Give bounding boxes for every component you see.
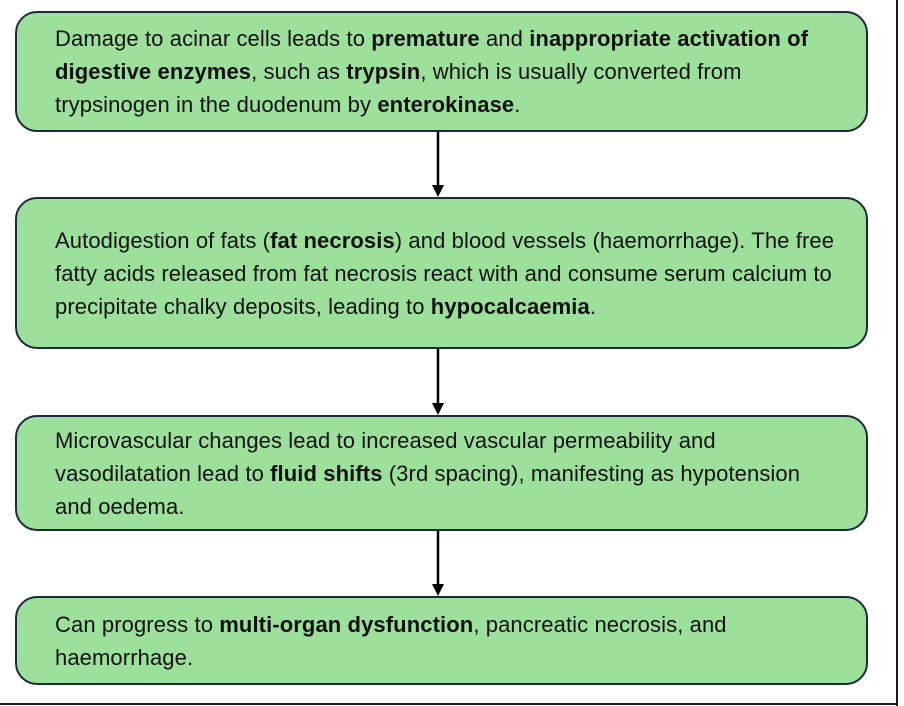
- arrow-down-icon: [428, 349, 448, 415]
- flowchart-step-4: [15, 596, 868, 685]
- step-4-text-segment: Can progress to: [55, 611, 220, 637]
- step-2-bold-hypocalcaemia: hypocalcaemia: [430, 293, 590, 319]
- step-1-text: [55, 22, 836, 121]
- step-1-text-segment: , such as: [251, 59, 347, 84]
- step-4-text-segment: , pancreatic necrosis, and haemorrhage.: [55, 611, 727, 670]
- step-1-text-segment: , which is usually converted from trypsinogen in the duodenum by: [55, 59, 742, 117]
- step-4-text: [55, 608, 836, 674]
- flowchart-step-1: [15, 11, 868, 132]
- step-1-text-segment: and: [479, 26, 530, 51]
- arrow-down-icon: [428, 132, 448, 197]
- step-1-bold-trypsin: trypsin: [346, 59, 421, 84]
- step-3-text-segment: Microvascular changes lead to increased vascular permeability and vasodilatation lead to: [55, 427, 716, 486]
- step-1-text-segment: .: [514, 92, 521, 117]
- step-2-text-segment: .: [589, 293, 597, 319]
- step-4-bold-multi-organ-dysfunction: multi-organ dysfunction: [219, 611, 474, 637]
- flowchart-step-3: [15, 415, 868, 531]
- step-2-text: [55, 224, 836, 323]
- step-1-text-segment: Damage to acinar cells leads to: [55, 26, 372, 51]
- step-1-bold-inappropriate-activation: inappropriate activation of digestive enzymes: [55, 26, 809, 84]
- step-1-bold-enterokinase: enterokinase: [377, 92, 515, 117]
- frame-border-right: [896, 0, 898, 706]
- step-3-text: [55, 424, 836, 523]
- step-1-bold-premature: premature: [371, 26, 480, 51]
- step-2-text-segment: ) and blood vessels (haemorrhage). The free fatty acids released from fat necrosis react with and consume serum calcium to precipitate chalky deposits, leading to: [55, 227, 835, 319]
- flowchart-step-2: [15, 197, 868, 349]
- arrow-down-icon-svg: [428, 349, 448, 415]
- arrow-down-icon-svg: [428, 132, 448, 197]
- step-2-bold-fat-necrosis: fat necrosis: [270, 227, 395, 253]
- arrow-down-icon: [428, 531, 448, 596]
- step-2-text-segment: Autodigestion of fats (: [55, 227, 271, 253]
- step-3-bold-fluid-shifts: fluid shifts: [270, 460, 383, 486]
- frame-border-bottom: [0, 703, 898, 705]
- arrow-down-icon-svg: [428, 531, 448, 596]
- step-3-text-segment: (3rd spacing), manifesting as hypotension and oedema.: [55, 460, 801, 519]
